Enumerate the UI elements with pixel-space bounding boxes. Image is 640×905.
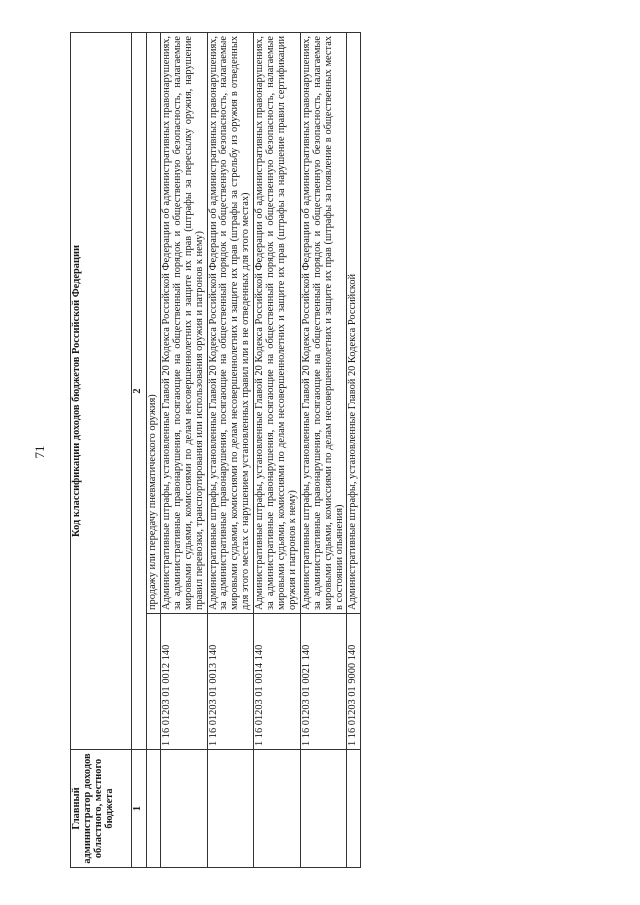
- code-cell: 1 16 01203 01 0021 140: [300, 614, 347, 750]
- header-admin: Главный администратор доходов областного, местного бюджета: [71, 750, 132, 868]
- column-number-2: 2: [132, 32, 147, 749]
- description-cell: Административные штрафы, установленные Главой 20 Кодекса Российской Федерации об административных правонарушениях, за административные правонарушения, посягающие на общественный порядок и общественную безопасность, налагаемые мировыми судьями, комиссиями по делам несовершеннолетних и защите их прав (штрафы за нарушение правил сертификации оружия и патронов к нему): [254, 32, 301, 613]
- description-cell: Административные штрафы, установленные Главой 20 Кодекса Российской Федерации об административных правонарушениях, за административные правонарушения, посягающие на общественный порядок и общественную безопасность, налагаемые мировыми судьями, комиссиями по делам несовершеннолетних и защите их прав (штрафы за стрельбу из оружия в отведенных для этого местах с нарушением установленных правил или в не отведенных для этого местах): [207, 32, 254, 613]
- column-number-row: [132, 32, 147, 867]
- table-row: [160, 32, 207, 867]
- description-cell: Административные штрафы, установленные Главой 20 Кодекса Российской Федерации об административных правонарушениях, за административные правонарушения, посягающие на общественный порядок и общественную безопасность, налагаемые мировыми судьями, комиссиями по делам несовершеннолетних и защите их прав (штрафы за появление в общественных местах в состоянии опьянения): [300, 32, 347, 613]
- admin-cell: [347, 750, 361, 868]
- description-cell: Административные штрафы, установленные Главой 20 Кодекса Российской Федерации об административных правонарушениях, за административные правонарушения, посягающие на общественный порядок и общественную безопасность, налагаемые мировыми судьями, комиссиями по делам несовершеннолетних и защите их прав (штрафы за пересылку оружия, нарушение правил перевозки, транспортирования или использования оружия и патронов к нему): [160, 32, 207, 613]
- admin-cell: [147, 750, 161, 868]
- revenue-classification-table: [70, 32, 361, 868]
- code-cell: 1 16 01203 01 0013 140: [207, 614, 254, 750]
- code-cell: 1 16 01203 01 0012 140: [160, 614, 207, 750]
- table-row: [300, 32, 347, 867]
- admin-cell: [207, 750, 254, 868]
- table-row: [254, 32, 301, 867]
- table-header-row: [71, 32, 132, 867]
- header-code: Код классификации доходов бюджетов Российской Федерации: [71, 32, 132, 749]
- description-cell: продажу или передачу пневматического оружия): [147, 32, 161, 613]
- admin-cell: [254, 750, 301, 868]
- table-row: [147, 32, 161, 867]
- code-cell: [147, 614, 161, 750]
- admin-cell: [160, 750, 207, 868]
- description-cell: Административные штрафы, установленные Главой 20 Кодекса Российской: [347, 32, 361, 613]
- rotated-page-content: [70, 33, 610, 868]
- column-number-1: 1: [132, 750, 147, 868]
- page-number: 71: [32, 445, 47, 459]
- code-cell: 1 16 01203 01 0014 140: [254, 614, 301, 750]
- code-cell: 1 16 01203 01 9000 140: [347, 614, 361, 750]
- table-row: [347, 32, 361, 867]
- table-row: [207, 32, 254, 867]
- admin-cell: [300, 750, 347, 868]
